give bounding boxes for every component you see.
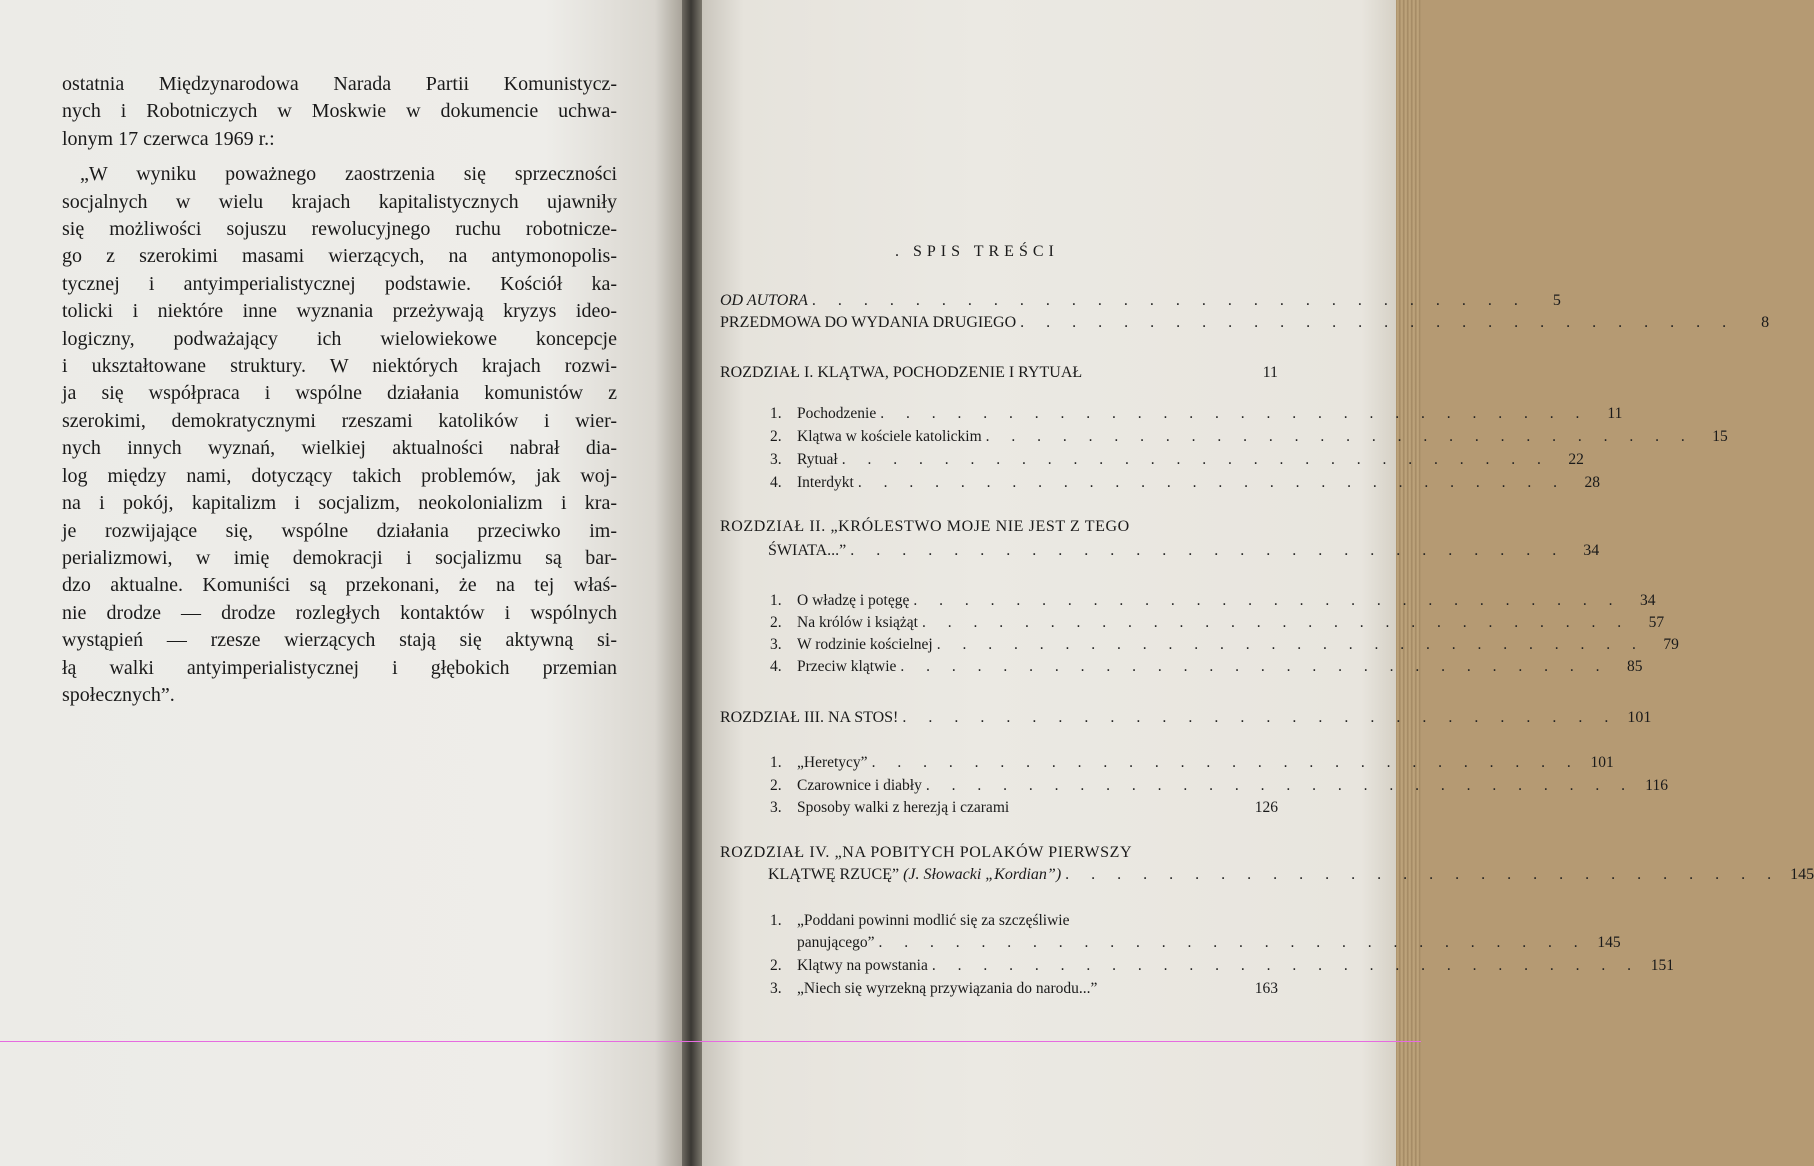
scan-artifact-line <box>0 1041 1421 1042</box>
toc-subentry-label: Interdykt <box>797 474 854 491</box>
toc-subentry-label: Na królów i książąt <box>797 614 918 631</box>
toc-subentry-label: Rytuał <box>797 451 838 468</box>
toc-leader-dots: . . . . . . . . . . . . . . . . . . . . . . . . . . . . <box>900 658 1609 675</box>
toc-page-number: 79 <box>1663 636 1679 653</box>
text-line: i ukształtowane struktury. W niektórych krajach rozwi- <box>62 355 617 378</box>
text-line: lonym 17 czerwca 1969 r.: <box>62 127 275 150</box>
text-line: je rozwijające się, wspólne działania przeciwko im- <box>62 519 617 542</box>
toc-page-number: 11 <box>1607 405 1623 422</box>
toc-subentry-label: Pochodzenie <box>797 405 877 422</box>
toc-subentry-number: 3. <box>770 636 782 653</box>
toc-subentry[interactable] <box>770 403 1623 425</box>
left-page-text <box>62 71 617 709</box>
toc-entry-label: PRZEDMOWA DO WYDANIA DRUGIEGO <box>720 314 1017 331</box>
text-line: społecznych”. <box>62 683 175 706</box>
toc-leader-dots: . . . . . . . . . . . . . . . . . . . . . . . . . . . . <box>921 614 1631 631</box>
toc-subentry-label: „Heretycy” <box>797 754 868 771</box>
toc-subentry[interactable] <box>770 449 1584 471</box>
toc-subentry-label: Czarownice i diabły <box>797 777 922 794</box>
text-line: tycznej i antyimperialistycznej podstawie. Kościół ka- <box>62 272 617 295</box>
toc-subentry-number: 2. <box>770 777 782 794</box>
toc-leader-dots: . . . . . . . . . . . . . . . . . . . . . . . . . . . . <box>985 428 1694 445</box>
toc-leader-dots: . . . . . . . . . . . . . . . . . . . . . . . . . . . . <box>841 451 1550 468</box>
toc-subentry-number: 3. <box>770 980 782 997</box>
toc-subentry-number: 3. <box>770 451 782 468</box>
toc-page-number: 11 <box>1262 364 1278 381</box>
toc-entry[interactable] <box>720 312 1770 334</box>
toc-page-number: 101 <box>1627 709 1652 726</box>
toc-chapter-label-line[interactable]: ROZDZIAŁ IV. „NA POBITYCH POLAKÓW PIERWSZY <box>720 844 1133 861</box>
toc-chapter-label: KLĄTWĘ RZUCĘ” <box>768 866 900 883</box>
toc-page-number: 8 <box>1761 314 1770 331</box>
toc-leader-dots: . . . . . . . . . . . . . . . . . . . . . . . . . . . . <box>931 957 1640 974</box>
toc-subentry-number: 1. <box>770 912 782 929</box>
toc-leader-dots: . . . . . . . . . . . . . . . . . . . . . . . . . . . . <box>850 542 1566 559</box>
toc-leader-dots: . . . . . . . . . . . . . . . . . . . . . . . . . . . . <box>857 474 1566 491</box>
toc-subentry-number: 2. <box>770 957 782 974</box>
text-line: wystąpień — rzesze wierzących stają się aktywną si- <box>62 629 617 652</box>
toc-title: . SPIS TREŚCI <box>895 243 1059 260</box>
toc-entry-label: OD AUTORA <box>720 292 808 309</box>
toc-leader-dots: . . . . . . . . . . . . . . . . . . . . . . . . . . . . <box>936 636 1645 653</box>
toc-subentry-label: Klątwy na powstania <box>797 957 928 974</box>
text-line: się możliwości sojuszu rewolucyjnego ruchu robotnicze- <box>62 218 617 241</box>
toc-subentry[interactable] <box>770 978 1278 1000</box>
toc-subentry-number: 2. <box>770 428 782 445</box>
toc-subentry[interactable] <box>770 797 1278 819</box>
toc-page-number: 34 <box>1639 592 1656 609</box>
toc-subentry[interactable] <box>770 426 1728 448</box>
toc-page-number: 15 <box>1712 428 1728 445</box>
toc-subentry-number: 1. <box>770 754 782 771</box>
text-line: socjalnych w wielu krajach kapitalistycznych ujawniły <box>62 190 617 213</box>
text-line: ostatnia Międzynarodowa Narada Partii Komunistycz- <box>62 73 617 95</box>
text-line: log między nami, dotyczący takich problemów, jak woj- <box>62 464 617 487</box>
toc-page-number: 5 <box>1552 292 1561 309</box>
text-line: łą walki antyimperialistycznej i głębokich przemian <box>62 656 617 679</box>
toc-leader-dots: . . . . . . . . . . . . . . . . . . . . . . . . . . . . <box>880 405 1589 422</box>
toc-page-number: 145 <box>1790 866 1814 883</box>
toc-chapter[interactable] <box>720 707 1652 729</box>
intro-paragraph <box>62 71 617 153</box>
text-line: dzo aktualne. Komuniści są przekonani, że na tej właś- <box>62 574 617 597</box>
text-line: ja się współpraca i wspólne działania komunistów z <box>62 382 617 405</box>
toc-chapter[interactable] <box>720 362 1278 384</box>
toc-leader-dots: . . . . . . . . . . . . . . . . . . . . . . . . . . . . <box>1065 866 1781 883</box>
toc-chapter-label-line[interactable]: ROZDZIAŁ II. „KRÓLESTWO MOJE NIE JEST Z TEGO <box>720 518 1130 535</box>
toc-subentry-number: 1. <box>770 405 782 422</box>
toc-subentry[interactable] <box>770 932 1621 954</box>
toc-leader-dots: . . . . . . . . . . . . . . . . . . . . . . . . . . . . <box>913 592 1622 609</box>
toc-page-number: 145 <box>1597 934 1621 951</box>
toc-page-number: 57 <box>1648 614 1665 631</box>
toc-page-number: 101 <box>1590 754 1614 771</box>
toc-subentry[interactable] <box>770 752 1614 774</box>
toc-page-number: 28 <box>1584 474 1600 491</box>
toc-subentry-number: 4. <box>770 474 782 491</box>
toc-subentry-label: „Niech się wyrzekną przywiązania do narodu...” <box>797 980 1098 997</box>
toc-page-number: 151 <box>1650 957 1674 974</box>
toc-page-number: 22 <box>1568 451 1584 468</box>
toc-subentry[interactable] <box>770 656 1643 678</box>
toc-chapter-label-italic: (J. Słowacki „Kordian”) <box>903 866 1062 883</box>
page-edges <box>1396 0 1421 1166</box>
toc-chapter-label: ROZDZIAŁ I. KLĄTWA, POCHODZENIE I RYTUAŁ <box>720 364 1083 381</box>
toc-leader-dots: . . . . . . . . . . . . . . . . . . . . . . . . . . . . <box>871 754 1580 771</box>
quote-paragraph <box>62 161 617 709</box>
toc-subentry[interactable] <box>770 590 1656 612</box>
toc-subentry-label: panującego” <box>797 934 875 951</box>
toc-subentry-label: Przeciw klątwie <box>797 658 897 675</box>
text-line: go z szerokimi masami wierzących, na antymonopolis- <box>62 245 617 268</box>
toc-subentry-label: W rodzinie kościelnej <box>797 636 933 653</box>
toc-subentry-number: 4. <box>770 658 782 675</box>
toc-entry[interactable] <box>720 290 1561 312</box>
toc-leader-dots: . . . . . . . . . . . . . . . . . . . . . . . . . . . . <box>902 709 1618 726</box>
toc-subentry[interactable] <box>770 775 1668 797</box>
toc-chapter[interactable] <box>720 540 1600 562</box>
text-line: perializmowi, w imię demokracji i socjalizmu są bar- <box>62 546 617 569</box>
toc-subentry-label: O władzę i potęgę <box>797 592 910 609</box>
toc-subentry-number: 1. <box>770 592 782 609</box>
toc-chapter-label: ŚWIATA...” <box>768 542 847 559</box>
toc-page-number: 116 <box>1645 777 1668 794</box>
text-line: nych i Robotniczych w Moskwie w dokumencie uchwa- <box>62 100 617 123</box>
toc-subentry-number: 2. <box>770 614 782 631</box>
toc-page-number: 126 <box>1254 799 1278 816</box>
toc-page-number: 163 <box>1254 980 1278 997</box>
toc-subentry[interactable] <box>770 472 1600 494</box>
text-line: tolicki i niektóre inne wyznania przeżywają kryzys ideo- <box>62 300 617 323</box>
toc-leader-dots: . . . . . . . . . . . . . . . . . . . . . . . . . . . . <box>811 292 1527 309</box>
text-line: na i pokój, kapitalizm i socjalizm, neokolonializm i kra- <box>62 492 617 515</box>
toc-subentry[interactable] <box>770 612 1665 634</box>
toc-subentry-label-line: „Poddani powinni modlić się za szczęśliwie <box>797 912 1070 929</box>
toc-page-number: 85 <box>1627 658 1643 675</box>
toc-subentry[interactable] <box>770 634 1679 656</box>
toc-subentry-label: Klątwa w kościele katolickim <box>797 428 982 445</box>
toc-subentry-line[interactable] <box>770 910 1228 932</box>
text-line: szerokimi, demokratycznymi rzeszami katolików i wier- <box>62 409 617 432</box>
toc-chapter[interactable] <box>720 864 1814 886</box>
toc-subentry-number: 3. <box>770 799 782 816</box>
toc-leader-dots: . . . . . . . . . . . . . . . . . . . . . . . . . . . . <box>878 934 1587 951</box>
toc-subentry[interactable] <box>770 955 1674 977</box>
toc-leader-dots: . . . . . . . . . . . . . . . . . . . . . . . . . . . . <box>1020 314 1736 331</box>
text-line: logiczny, podważający ich wielowiekowe koncepcje <box>62 327 617 350</box>
toc-chapter-label: ROZDZIAŁ III. NA STOS! <box>720 709 899 726</box>
text-line: „W wyniku poważnego zaostrzenia się sprzeczności <box>80 163 617 186</box>
toc-page-number: 34 <box>1583 542 1600 559</box>
text-line: nie drodze — drodze rozległych kontaktów i wspólnych <box>62 601 617 624</box>
text-line: nych innych wyznań, wielkiej aktualności nabrał dia- <box>62 437 617 460</box>
toc-subentry-label: Sposoby walki z herezją i czarami <box>797 799 1010 816</box>
toc-leader-dots: . . . . . . . . . . . . . . . . . . . . . . . . . . . . <box>925 777 1634 794</box>
book-spine <box>682 0 702 1166</box>
